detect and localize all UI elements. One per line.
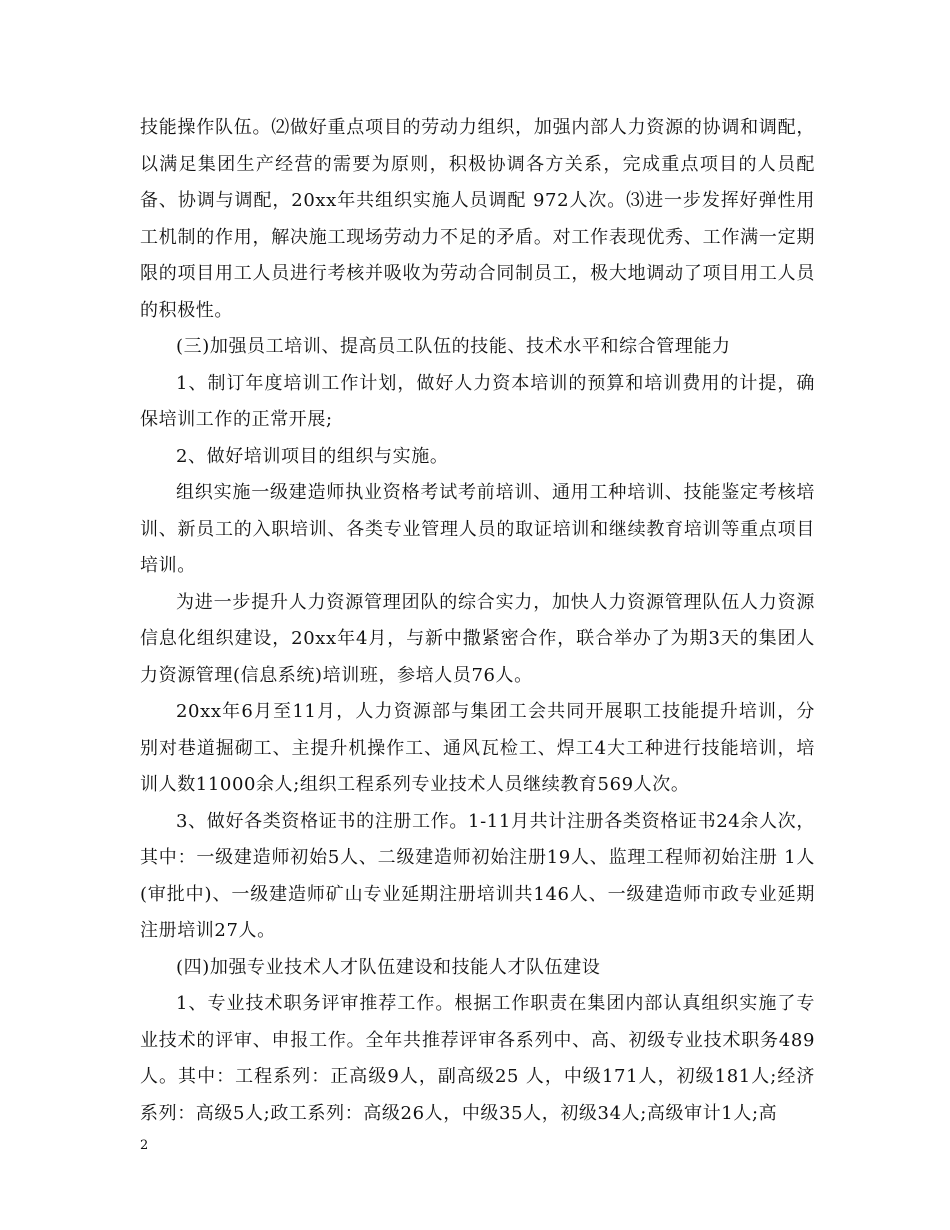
document-body bbox=[140, 110, 815, 1132]
paragraph-title-evaluation: 1、专业技术职务评审推荐工作。根据工作职责在集团内部认真组织实施了专业技术的评审、申报工作。全年共推荐评审各系列中、高、初级专业技术职务489人。其中：工程系列：正高级9人，副高级25 人，中级171人，初级181人;经济系列：高级5人;政工系列：高级26人，中级35人，初级34人;高级审计1人;高 bbox=[140, 993, 815, 1124]
paragraph-training-projects: 组织实施一级建造师执业资格考试考前培训、通用工种培训、技能鉴定考核培训、新员工的入职培训、各类专业管理人员的取证培训和继续教育培训等重点项目培训。 bbox=[140, 482, 815, 576]
paragraph-training-implementation: 2、做好培训项目的组织与实施。 bbox=[176, 445, 449, 467]
paragraph-hr-informatization: 为进一步提升人力资源管理团队的综合实力，加快人力资源管理队伍人力资源信息化组织建设，20xx年4月，与新中撒紧密合作，联合举办了为期3天的集团人力资源管理(信息系统)培训班，参培人员76人。 bbox=[140, 591, 815, 686]
section-heading-training: (三)加强员工培训、提高员工队伍的技能、技术水平和综合管理能力 bbox=[176, 336, 731, 357]
paragraph-labor-organization: 技能操作队伍。⑵做好重点项目的劳动力组织，加强内部人力资源的协调和调配，以满足集团生产经营的需要为原则，积极协调各方关系，完成重点项目的人员配备、协调与调配，20xx年共组织实施人员调配 972人次。⑶进一步发挥好弹性用工机制的作用，解决施工现场劳动力不足的矛盾。对工作表现优秀、工作满一定期限的项目用工人员进行考核并吸收为劳动合同制员工，极大地调动了项目用工人员的积极性。 bbox=[140, 117, 815, 321]
paragraph-certificate-registration: 3、做好各类资格证书的注册工作。1-11月共计注册各类资格证书24余人次，其中：一级建造师初始5人、二级建造师初始注册19人、监理工程师初始注册 1人(审批中)、一级建造师矿山专业延期注册培训共146人、一级建造师市政专业延期注册培训27人。 bbox=[140, 810, 815, 941]
section-heading-talent-team: (四)加强专业技术人才队伍建设和技能人才队伍建设 bbox=[176, 956, 601, 978]
paragraph-training-plan: 1、制订年度培训工作计划，做好人力资本培训的预算和培训费用的计提，确保培训工作的正常开展; bbox=[140, 372, 815, 430]
page-number: 2 bbox=[140, 1138, 149, 1153]
paragraph-skill-training: 20xx年6月至11月，人力资源部与集团工会共同开展职工技能提升培训，分别对巷道掘砌工、主提升机操作工、通风瓦检工、焊工4大工种进行技能培训，培训人数11000余人;组织工程系列专业技术人员继续教育569人次。 bbox=[140, 701, 815, 795]
